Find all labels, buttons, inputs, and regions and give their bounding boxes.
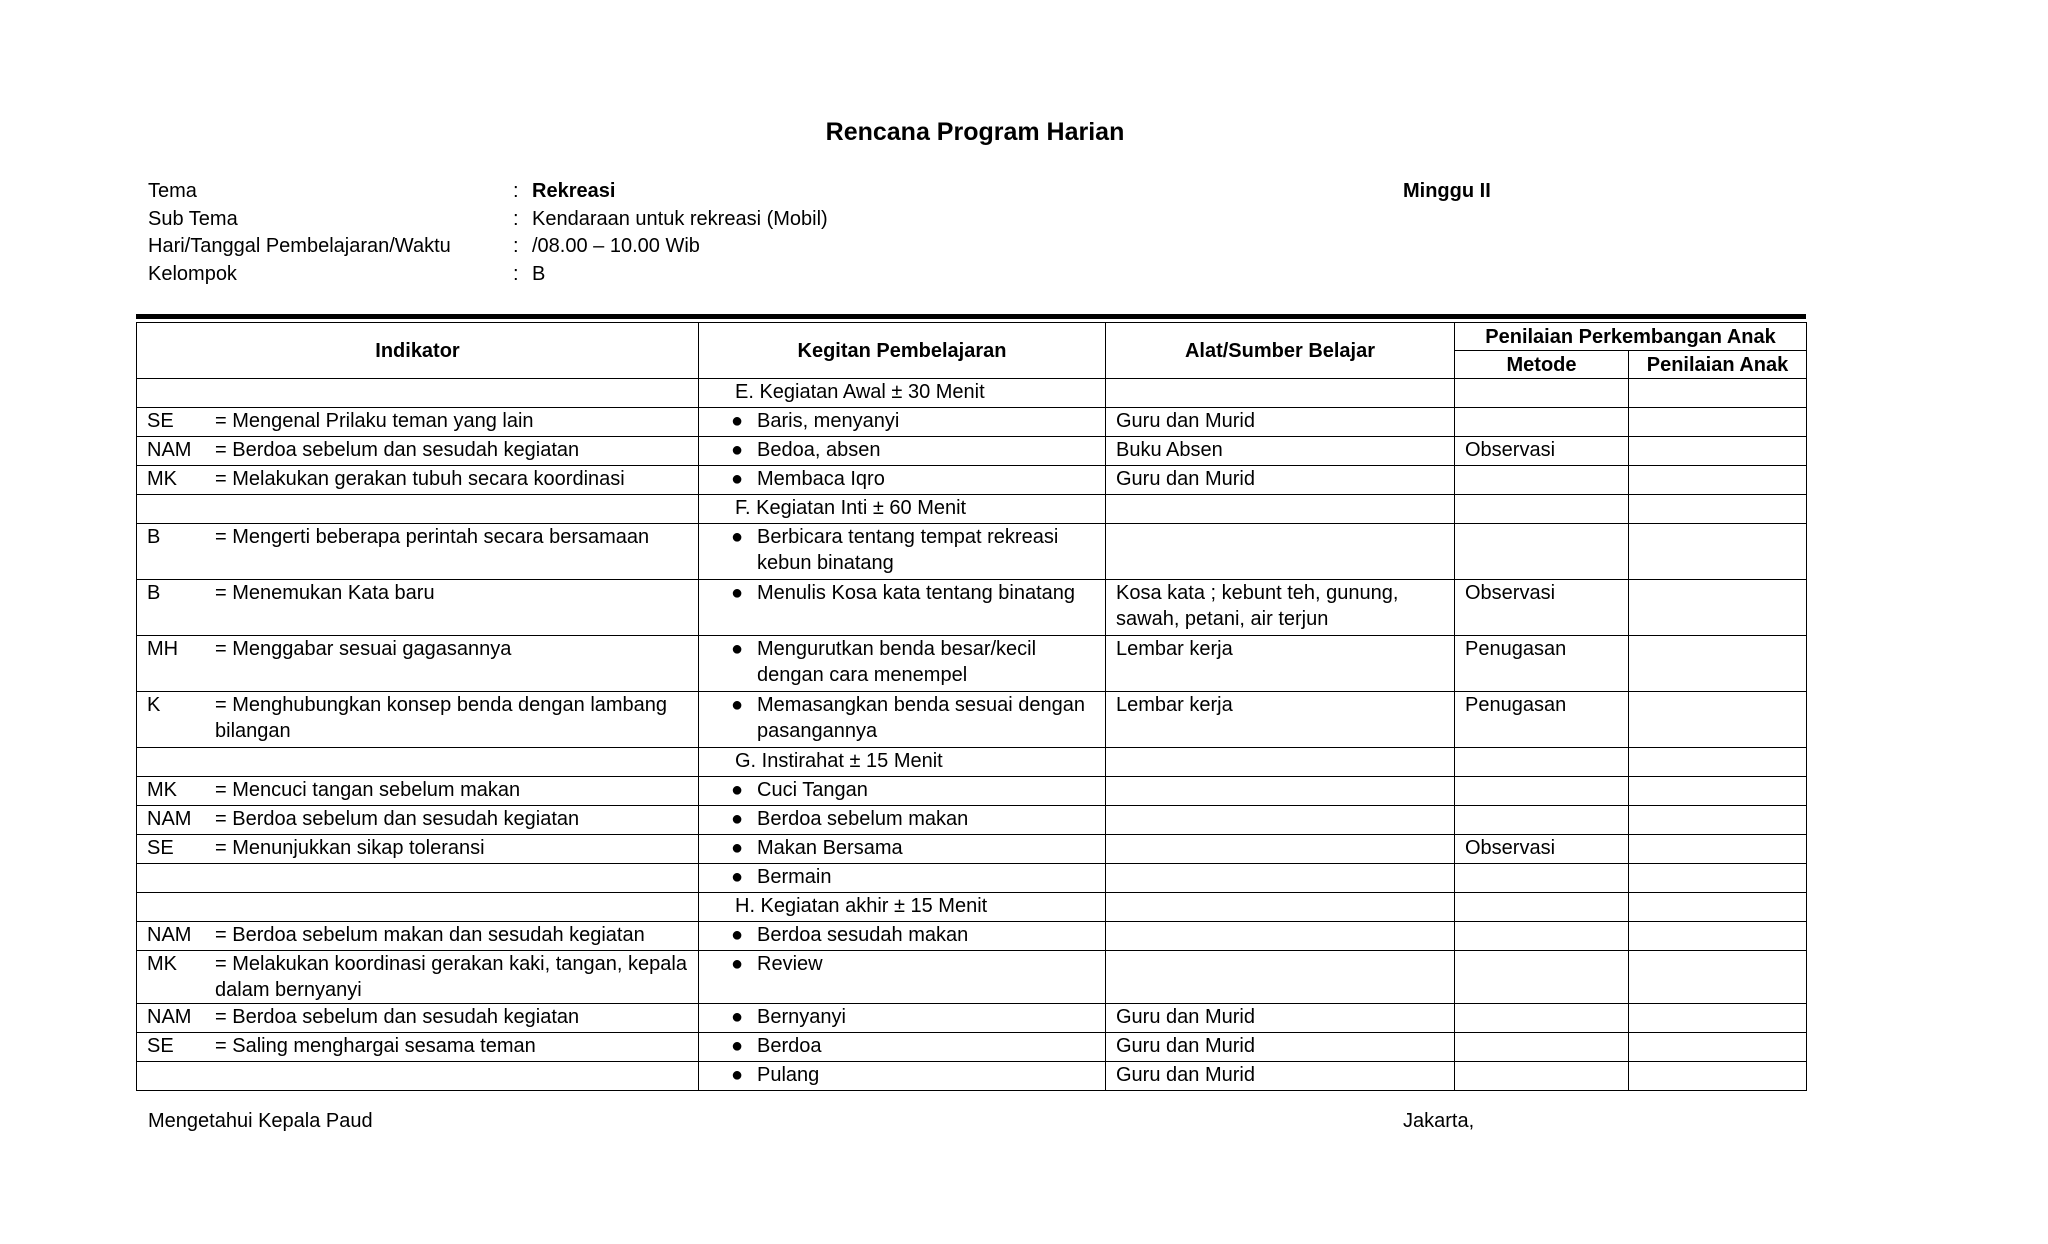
cell-alat: [1106, 864, 1455, 893]
table-row: [137, 1062, 1807, 1091]
cell-kegiatan: [699, 580, 1106, 636]
activity-item: [709, 636, 1095, 688]
activity-item: [709, 408, 1095, 434]
indikator-entry: [147, 835, 688, 861]
cell-indikator: [137, 437, 699, 466]
indikator-description: = Melakukan gerakan tubuh secara koordinasi: [215, 468, 625, 490]
table-row: [137, 437, 1807, 466]
indikator-description: = Mencuci tangan sebelum makan: [215, 779, 521, 801]
cell-metode: Observasi: [1455, 580, 1629, 636]
cell-alat: Guru dan Murid: [1106, 466, 1455, 495]
cell-indikator: [137, 692, 699, 748]
cell-metode: [1455, 1062, 1629, 1091]
indikator-description: = Berdoa sebelum dan sesudah kegiatan: [215, 1006, 580, 1028]
activity-text: Berbicara tentang tempat rekreasi kebun binatang: [757, 526, 1059, 574]
footer-right: Jakarta,: [1403, 1110, 1475, 1132]
cell-indikator: [137, 1062, 699, 1091]
header-penilaian-anak: Penilaian Anak: [1629, 351, 1807, 379]
cell-kegiatan: [699, 922, 1106, 951]
cell-indikator: [137, 408, 699, 437]
cell-alat: Guru dan Murid: [1106, 1033, 1455, 1062]
bullet-icon: ●: [730, 694, 744, 716]
cell-penilaian-anak: [1629, 922, 1807, 951]
footer-left: Mengetahui Kepala Paud: [148, 1110, 373, 1132]
activity-text: Berdoa: [757, 1035, 822, 1057]
meta-separator: :: [513, 180, 519, 202]
bullet-icon: ●: [730, 410, 744, 432]
activity-item: [709, 466, 1095, 492]
cell-alat: Lembar kerja: [1106, 692, 1455, 748]
header-penilaian: Penilaian Perkembangan Anak: [1455, 323, 1807, 351]
cell-kegiatan: [699, 1062, 1106, 1091]
cell-indikator: [137, 777, 699, 806]
meta-value: Rekreasi: [532, 180, 616, 202]
activity-text: Pulang: [757, 1064, 820, 1086]
meta-label: Hari/Tanggal Pembelajaran/Waktu: [148, 235, 451, 257]
indikator-description: = Berdoa sebelum dan sesudah kegiatan: [215, 439, 580, 461]
cell-indikator: [137, 748, 699, 777]
indikator-description: = Menghubungkan konsep benda dengan lambang bilangan: [215, 694, 668, 742]
cell-penilaian-anak: [1629, 692, 1807, 748]
table-row: [137, 408, 1807, 437]
table-row: [137, 466, 1807, 495]
cell-indikator: [137, 835, 699, 864]
week-label: Minggu II: [1403, 180, 1491, 202]
meta-label: Sub Tema: [148, 207, 238, 230]
section-heading-text: G. Instirahat ± 15 Menit: [735, 750, 943, 772]
activity-text: Menulis Kosa kata tentang binatang: [757, 582, 1075, 604]
meta-separator: :: [513, 235, 519, 257]
indikator-description: = Melakukan koordinasi gerakan kaki, tangan, kepala dalam bernyanyi: [215, 953, 687, 1001]
cell-penilaian-anak: [1629, 951, 1807, 1004]
bullet-icon: ●: [730, 779, 744, 801]
indikator-entry: [147, 580, 688, 606]
cell-alat: [1106, 379, 1455, 408]
indikator-description: = Menggabar sesuai gagasannya: [215, 638, 512, 660]
activity-text: Bedoa, absen: [757, 439, 881, 461]
bullet-icon: ●: [730, 638, 744, 660]
table-row: [137, 806, 1807, 835]
cell-alat: Lembar kerja: [1106, 636, 1455, 692]
indikator-code: K: [147, 694, 161, 716]
cell-kegiatan: [699, 835, 1106, 864]
bullet-icon: ●: [730, 924, 744, 946]
bullet-icon: ●: [730, 1035, 744, 1057]
cell-penilaian-anak: [1629, 777, 1807, 806]
table-row: [137, 951, 1807, 1004]
meta-row-sub-tema: [148, 206, 828, 234]
section-heading: [699, 495, 1106, 524]
indikator-entry: [147, 408, 688, 434]
cell-indikator: [137, 524, 699, 580]
meta-block: [148, 178, 828, 288]
bullet-icon: ●: [730, 837, 744, 859]
indikator-description: = Menemukan Kata baru: [215, 582, 435, 604]
indikator-entry: [147, 1004, 688, 1030]
cell-alat: Kosa kata ; kebunt teh, gunung, sawah, petani, air terjun: [1106, 580, 1455, 636]
activity-item: [709, 1004, 1095, 1030]
header-alat: Alat/Sumber Belajar: [1106, 323, 1455, 379]
cell-indikator: [137, 379, 699, 408]
cell-metode: Penugasan: [1455, 692, 1629, 748]
cell-indikator: [137, 951, 699, 1004]
section-heading: [699, 379, 1106, 408]
bullet-icon: ●: [730, 439, 744, 461]
cell-kegiatan: [699, 466, 1106, 495]
table-row: [137, 835, 1807, 864]
indikator-entry: [147, 951, 688, 1003]
cell-kegiatan: [699, 692, 1106, 748]
meta-value: /08.00 – 10.00 Wib: [532, 235, 700, 257]
cell-indikator: [137, 636, 699, 692]
table-body: [137, 379, 1807, 1091]
indikator-code: NAM: [147, 439, 192, 461]
section-heading-text: E. Kegiatan Awal ± 30 Menit: [735, 381, 985, 403]
meta-row-kelompok: [148, 261, 828, 289]
activity-item: [709, 835, 1095, 861]
cell-alat: Guru dan Murid: [1106, 1004, 1455, 1033]
activity-text: Bernyanyi: [757, 1006, 846, 1028]
cell-kegiatan: [699, 777, 1106, 806]
cell-penilaian-anak: [1629, 864, 1807, 893]
cell-metode: Penugasan: [1455, 636, 1629, 692]
bullet-icon: ●: [730, 866, 744, 888]
cell-penilaian-anak: [1629, 379, 1807, 408]
section-heading: [699, 893, 1106, 922]
indikator-entry: [147, 806, 688, 832]
cell-penilaian-anak: [1629, 495, 1807, 524]
cell-metode: Observasi: [1455, 835, 1629, 864]
table-row: [137, 1033, 1807, 1062]
cell-alat: [1106, 748, 1455, 777]
activity-text: Mengurutkan benda besar/kecil dengan cara menempel: [757, 638, 1037, 686]
meta-separator: :: [513, 262, 519, 285]
table-row: [137, 692, 1807, 748]
cell-indikator: [137, 1033, 699, 1062]
indikator-description: = Mengenal Prilaku teman yang lain: [215, 410, 534, 432]
activity-item: [709, 922, 1095, 948]
cell-penilaian-anak: [1629, 1033, 1807, 1062]
activity-item: [709, 951, 1095, 977]
activity-item: [709, 1033, 1095, 1059]
table-row: [137, 777, 1807, 806]
indikator-code: NAM: [147, 924, 192, 946]
activity-text: Berdoa sebelum makan: [757, 808, 969, 830]
activity-item: [709, 692, 1095, 744]
table-row: [137, 922, 1807, 951]
cell-metode: [1455, 864, 1629, 893]
table-row: [137, 748, 1807, 777]
table-row: [137, 524, 1807, 580]
activity-item: [709, 777, 1095, 803]
cell-metode: [1455, 408, 1629, 437]
cell-metode: [1455, 466, 1629, 495]
table-row: [137, 636, 1807, 692]
cell-alat: [1106, 806, 1455, 835]
cell-kegiatan: [699, 864, 1106, 893]
table-row: [137, 893, 1807, 922]
section-heading-text: H. Kegiatan akhir ± 15 Menit: [735, 895, 988, 917]
meta-row-tema: [148, 178, 828, 206]
header-indikator: Indikator: [137, 323, 699, 379]
cell-alat: [1106, 495, 1455, 524]
bullet-icon: ●: [730, 1064, 744, 1086]
activity-item: [709, 1062, 1095, 1088]
cell-kegiatan: [699, 524, 1106, 580]
indikator-code: MH: [147, 638, 179, 660]
indikator-code: B: [147, 526, 161, 548]
cell-indikator: [137, 922, 699, 951]
cell-kegiatan: [699, 437, 1106, 466]
indikator-entry: [147, 524, 688, 550]
table-row: [137, 379, 1807, 408]
activity-item: [709, 524, 1095, 576]
cell-penilaian-anak: [1629, 893, 1807, 922]
cell-kegiatan: [699, 636, 1106, 692]
cell-metode: Observasi: [1455, 437, 1629, 466]
bullet-icon: ●: [730, 582, 744, 604]
cell-alat: [1106, 835, 1455, 864]
cell-metode: [1455, 951, 1629, 1004]
indikator-entry: [147, 922, 688, 948]
activity-item: [709, 580, 1095, 606]
activity-text: Makan Bersama: [757, 837, 903, 859]
cell-metode: [1455, 777, 1629, 806]
indikator-description: = Saling menghargai sesama teman: [215, 1035, 536, 1057]
cell-indikator: [137, 466, 699, 495]
indikator-description: = Berdoa sebelum dan sesudah kegiatan: [215, 808, 580, 830]
cell-indikator: [137, 495, 699, 524]
cell-penilaian-anak: [1629, 748, 1807, 777]
indikator-entry: [147, 636, 688, 662]
cell-indikator: [137, 864, 699, 893]
indikator-entry: [147, 1033, 688, 1059]
activity-text: Cuci Tangan: [757, 779, 868, 801]
cell-metode: [1455, 1004, 1629, 1033]
activity-text: Berdoa sesudah makan: [757, 924, 969, 946]
cell-kegiatan: [699, 1033, 1106, 1062]
indikator-entry: [147, 692, 688, 744]
cell-metode: [1455, 922, 1629, 951]
cell-indikator: [137, 893, 699, 922]
header-divider: [136, 314, 1806, 319]
cell-penilaian-anak: [1629, 1062, 1807, 1091]
cell-indikator: [137, 806, 699, 835]
cell-kegiatan: [699, 1004, 1106, 1033]
activity-text: Membaca Iqro: [757, 468, 885, 490]
cell-penilaian-anak: [1629, 437, 1807, 466]
cell-indikator: [137, 1004, 699, 1033]
cell-metode: [1455, 893, 1629, 922]
header-metode: Metode: [1455, 351, 1629, 379]
cell-penilaian-anak: [1629, 835, 1807, 864]
activity-text: Baris, menyanyi: [757, 410, 900, 432]
indikator-code: SE: [147, 410, 174, 432]
bullet-icon: ●: [730, 468, 744, 490]
page-title: Rencana Program Harian: [825, 118, 1125, 146]
cell-metode: [1455, 379, 1629, 408]
activity-item: [709, 806, 1095, 832]
header-kegiatan: Kegitan Pembelajaran: [699, 323, 1106, 379]
cell-penilaian-anak: [1629, 580, 1807, 636]
cell-metode: [1455, 524, 1629, 580]
bullet-icon: ●: [730, 808, 744, 830]
cell-alat: [1106, 893, 1455, 922]
cell-metode: [1455, 806, 1629, 835]
cell-metode: [1455, 495, 1629, 524]
bullet-icon: ●: [730, 953, 744, 975]
program-table: [136, 322, 1807, 1091]
indikator-entry: [147, 777, 688, 803]
cell-alat: [1106, 524, 1455, 580]
meta-row-hari-tanggal: [148, 233, 828, 261]
cell-indikator: [137, 580, 699, 636]
cell-alat: [1106, 777, 1455, 806]
indikator-code: MK: [147, 468, 177, 490]
cell-metode: [1455, 1033, 1629, 1062]
cell-alat: [1106, 951, 1455, 1004]
cell-penilaian-anak: [1629, 806, 1807, 835]
cell-penilaian-anak: [1629, 636, 1807, 692]
cell-alat: Guru dan Murid: [1106, 1062, 1455, 1091]
activity-text: Review: [757, 953, 823, 975]
indikator-description: = Berdoa sebelum makan dan sesudah kegiatan: [215, 924, 645, 946]
indikator-code: SE: [147, 837, 174, 859]
section-heading: [699, 748, 1106, 777]
cell-penilaian-anak: [1629, 408, 1807, 437]
meta-value: B: [532, 262, 546, 285]
cell-penilaian-anak: [1629, 466, 1807, 495]
table-row: [137, 1004, 1807, 1033]
cell-metode: [1455, 748, 1629, 777]
table-row: [137, 864, 1807, 893]
indikator-code: MK: [147, 779, 177, 801]
indikator-code: SE: [147, 1035, 174, 1057]
activity-item: [709, 864, 1095, 890]
table-row: [137, 495, 1807, 524]
cell-alat: Buku Absen: [1106, 437, 1455, 466]
indikator-code: B: [147, 582, 161, 604]
activity-text: Bermain: [757, 866, 832, 888]
indikator-entry: [147, 466, 688, 492]
cell-kegiatan: [699, 951, 1106, 1004]
bullet-icon: ●: [730, 1006, 744, 1028]
activity-text: Memasangkan benda sesuai dengan pasangannya: [757, 694, 1086, 742]
cell-penilaian-anak: [1629, 524, 1807, 580]
cell-kegiatan: [699, 408, 1106, 437]
activity-item: [709, 437, 1095, 463]
cell-alat: Guru dan Murid: [1106, 408, 1455, 437]
cell-penilaian-anak: [1629, 1004, 1807, 1033]
section-heading-text: F. Kegiatan Inti ± 60 Menit: [735, 497, 967, 519]
meta-value: Kendaraan untuk rekreasi (Mobil): [532, 207, 828, 230]
bullet-icon: ●: [730, 526, 744, 548]
indikator-description: = Menunjukkan sikap toleransi: [215, 837, 485, 859]
table-row: [137, 580, 1807, 636]
indikator-code: NAM: [147, 808, 192, 830]
indikator-code: NAM: [147, 1006, 192, 1028]
indikator-code: MK: [147, 953, 177, 975]
meta-label: Tema: [148, 180, 197, 202]
meta-label: Kelompok: [148, 262, 237, 285]
indikator-description: = Mengerti beberapa perintah secara bersamaan: [215, 526, 650, 548]
indikator-entry: [147, 437, 688, 463]
cell-alat: [1106, 922, 1455, 951]
meta-separator: :: [513, 207, 519, 230]
cell-kegiatan: [699, 806, 1106, 835]
